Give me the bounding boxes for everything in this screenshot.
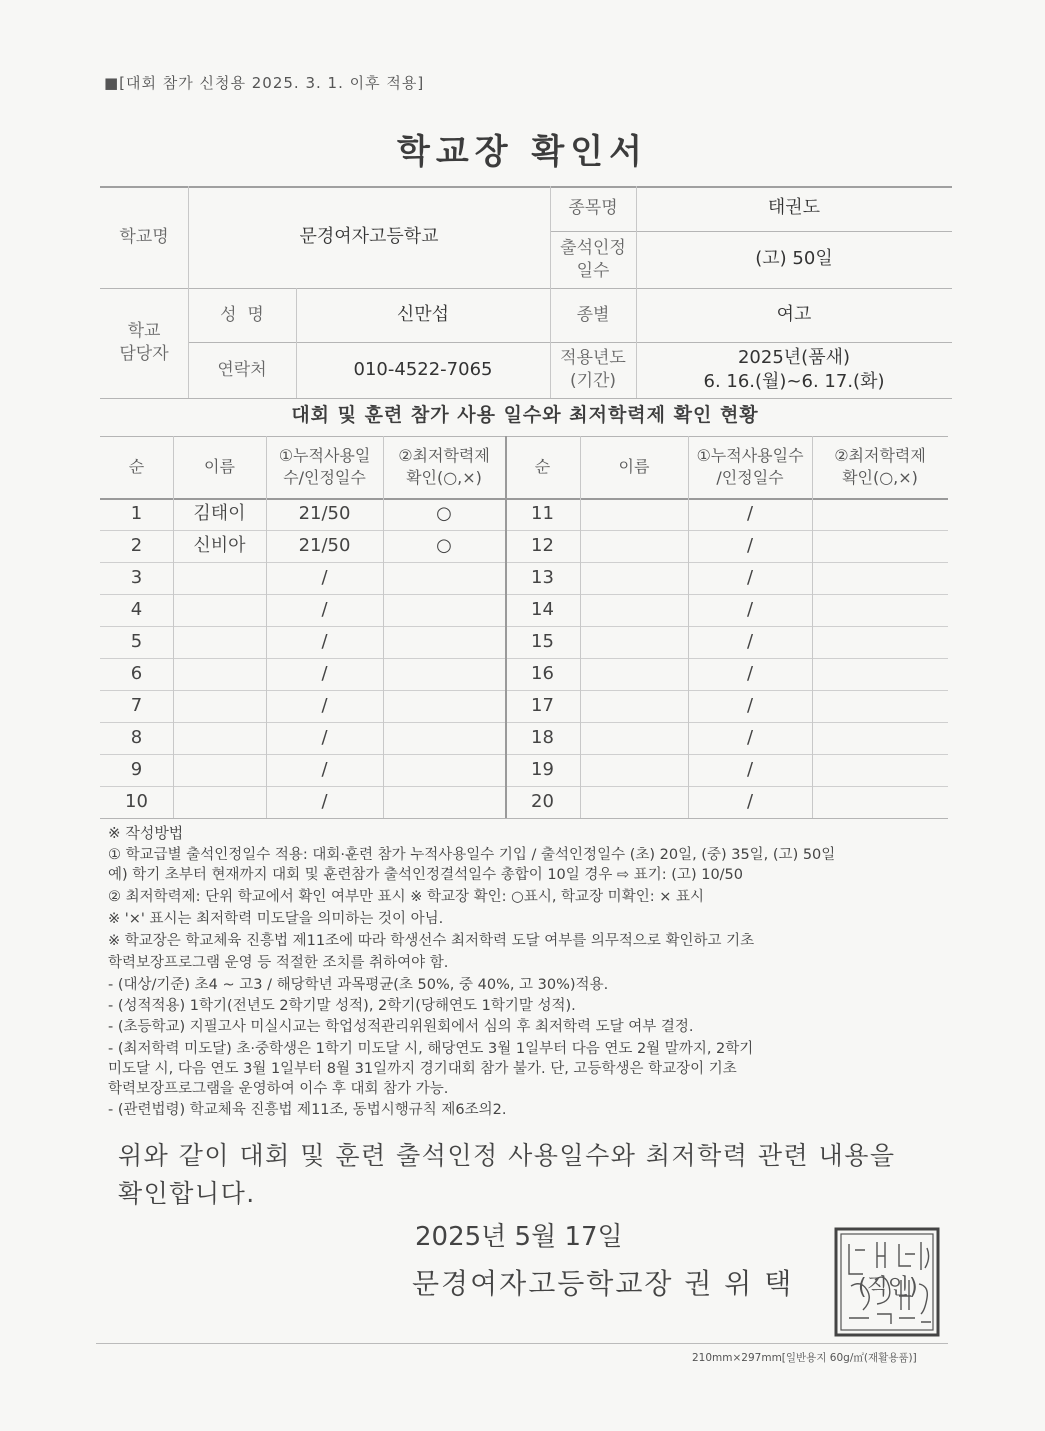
row-days: / <box>321 566 328 588</box>
instruction-line: 예) 학기 초부터 현재까지 대회 및 훈련참가 출석인정결석일수 총합이 10일 경우 ⇨ 표기: (고) 10/50 <box>108 867 744 883</box>
row-seq: 3 <box>130 566 143 588</box>
attend-label: 출석인정 일수 <box>560 237 626 281</box>
row-min-check <box>383 562 505 594</box>
row-seq: 6 <box>130 662 143 684</box>
header-name: 이름 <box>204 457 235 477</box>
sport-label: 종목명 <box>568 198 618 219</box>
instruction-line: ※ 학교장은 학교체육 진흥법 제11조에 따라 학생선수 최저학력 도달 여부를 의무적으로 확인하고 기초 <box>108 933 755 949</box>
row-name <box>173 690 266 722</box>
row-days-2: / <box>746 662 754 684</box>
row-days-2: / <box>746 694 754 716</box>
row-name <box>173 722 266 754</box>
row-seq-2: 19 <box>531 758 554 780</box>
instruction-line: 미도달 시, 다음 연도 3월 1일부터 8월 31일까지 경기대회 참가 불가. 단, 고등학생은 학교장이 기초 <box>108 1061 737 1077</box>
row-name-2 <box>580 786 688 818</box>
school-label: 학교명 <box>119 226 169 247</box>
instruction-line: 학력보장프로그램을 운영하여 이수 후 대회 참가 가능. <box>108 1081 449 1097</box>
row-days: / <box>321 694 328 716</box>
row-name <box>173 658 266 690</box>
row-seq: 5 <box>130 630 143 652</box>
year-value-line1: 2025년(품새) <box>737 346 851 368</box>
attend-value: (고) 50일 <box>755 248 833 270</box>
row-name-2 <box>580 690 688 722</box>
year-value <box>636 342 952 398</box>
row-min-check <box>383 594 505 626</box>
confirm-line-2: 확인합니다. <box>118 1179 256 1208</box>
row-seq: 10 <box>125 790 148 812</box>
name-label: 성 명 <box>220 304 264 325</box>
row-days: / <box>321 726 328 748</box>
row-days-2: / <box>746 758 754 780</box>
row-min-check-2 <box>812 690 948 722</box>
row-min-check-2 <box>812 658 948 690</box>
row-days-2: / <box>746 790 754 812</box>
row-seq-2: 11 <box>531 502 554 524</box>
header-seq: 순 <box>128 457 145 477</box>
principal-name: 문경여자고등학교장 권 위 택 <box>412 1267 794 1300</box>
row-days: / <box>321 758 328 780</box>
row-days-2: / <box>746 726 754 748</box>
row-seq: 7 <box>130 694 143 716</box>
footnote: 210mm×297mm[일반용지 60g/㎡(재활용품)] <box>692 1352 917 1364</box>
row-min-check-2 <box>812 786 948 818</box>
row-name <box>173 562 266 594</box>
row-min-check: ○ <box>436 502 452 524</box>
row-name-2 <box>580 530 688 562</box>
instruction-line: ① 학교급별 출석인정일수 적용: 대회·훈련 참가 누적사용일수 기입 / 출석인정일수 (초) 20일, (중) 35일, (고) 50일 <box>108 847 836 863</box>
row-seq-2: 20 <box>531 790 554 812</box>
row-min-check <box>383 658 505 690</box>
row-seq-2: 17 <box>531 694 554 716</box>
row-days-2: / <box>746 502 754 524</box>
row-name-2 <box>580 498 688 530</box>
contact-label: 연락처 <box>217 359 267 380</box>
row-name-2 <box>580 594 688 626</box>
year-value-line2: 6. 16.(월)~6. 17.(화) <box>703 371 885 392</box>
row-min-check-2 <box>812 562 948 594</box>
row-days-2: / <box>746 534 754 556</box>
row-name-2 <box>580 754 688 786</box>
row-name <box>173 754 266 786</box>
instruction-line: - (최저학력 미도달) 초·중학생은 1학기 미도달 시, 해당연도 3월 1일부터 다음 연도 2월 말까지, 2학기 <box>108 1041 754 1057</box>
row-days: 21/50 <box>298 534 351 556</box>
row-days: / <box>321 662 328 684</box>
instruction-line: ② 최저학력제: 단위 학교에서 확인 여부만 표시 ※ 학교장 확인: ○표시, 학교장 미확인: × 표시 <box>108 889 704 905</box>
row-seq: 4 <box>130 598 143 620</box>
row-seq: 8 <box>130 726 143 748</box>
row-seq-2: 13 <box>531 566 554 588</box>
gender-value: 여고 <box>776 303 812 325</box>
gender-label: 종별 <box>576 304 610 325</box>
row-min-check <box>383 722 505 754</box>
row-seq-2: 16 <box>531 662 554 684</box>
row-min-check-2 <box>812 530 948 562</box>
issue-date: 2025년 5월 17일 <box>415 1222 623 1252</box>
row-days: 21/50 <box>298 502 351 524</box>
instruction-line: ※ '×' 표시는 최저학력 미도달을 의미하는 것이 아님. <box>108 911 444 927</box>
row-seq: 2 <box>130 534 143 556</box>
instructions-heading: ※ 작성방법 <box>108 824 184 842</box>
row-seq-2: 14 <box>531 598 554 620</box>
row-seq-2: 12 <box>531 534 554 556</box>
year-label: 적용년도 (기간) <box>560 348 626 391</box>
row-min-check-2 <box>812 498 948 530</box>
row-min-check <box>383 690 505 722</box>
header-seq-2: 순 <box>534 457 551 477</box>
row-min-check-2 <box>812 626 948 658</box>
instruction-line: - (성적적용) 1학기(전년도 2학기말 성적), 2학기(당해연도 1학기말 성적). <box>108 998 576 1014</box>
row-min-check <box>383 754 505 786</box>
school-value: 문경여자고등학교 <box>299 225 439 247</box>
row-name: 신비아 <box>193 534 246 556</box>
row-days-2: / <box>746 566 754 588</box>
row-seq-2: 18 <box>531 726 554 748</box>
row-name-2 <box>580 626 688 658</box>
top-note: ■[대회 참가 신청용 2025. 3. 1. 이후 적용] <box>104 74 425 92</box>
row-name <box>173 786 266 818</box>
header-days: ①누적사용일 수/인정일수 <box>278 446 371 487</box>
instruction-line: - (초등학교) 지필고사 미실시교는 학업성적관리위원회에서 심의 후 최저학력 도달 여부 결정. <box>108 1019 694 1035</box>
row-days-2: / <box>746 598 754 620</box>
row-seq: 1 <box>130 502 143 524</box>
contact-value: 010-4522-7065 <box>353 358 493 380</box>
row-min-check-2 <box>812 722 948 754</box>
header-days-2: ①누적사용일수 /인정일수 <box>696 446 804 487</box>
row-min-check <box>383 786 505 818</box>
manager-label: 학교 담당자 <box>119 321 169 364</box>
row-name-2 <box>580 722 688 754</box>
instruction-line: 학력보장프로그램 운영 등 적절한 조치를 취하여야 함. <box>108 955 449 971</box>
row-days: / <box>321 790 328 812</box>
instruction-line: - (관련법령) 학교체육 진흥법 제11조, 동법시행규칙 제6조의2. <box>108 1102 507 1118</box>
sport-value: 태권도 <box>767 197 821 219</box>
row-name: 김태이 <box>193 502 246 524</box>
row-seq-2: 15 <box>531 630 554 652</box>
row-name <box>173 626 266 658</box>
confirm-line-1: 위와 같이 대회 및 훈련 출석인정 사용일수와 최저학력 관련 내용을 <box>118 1141 896 1170</box>
seal-label: (직인) <box>858 1275 918 1300</box>
row-name-2 <box>580 658 688 690</box>
row-min-check-2 <box>812 594 948 626</box>
section-title: 대회 및 훈련 참가 사용 일수와 최저학력제 확인 현황 <box>291 404 759 426</box>
row-days: / <box>321 630 328 652</box>
header-min: ②최저학력제 확인(○,×) <box>398 446 490 487</box>
row-min-check: ○ <box>436 534 452 556</box>
row-min-check <box>383 626 505 658</box>
row-seq: 9 <box>130 758 143 780</box>
row-name <box>173 594 266 626</box>
instruction-line: - (대상/기준) 초4 ~ 고3 / 해당학년 과목평균(초 50%, 중 40%, 고 30%)적용. <box>108 977 609 993</box>
page-title: 학교장 확인서 <box>397 132 648 172</box>
header-min-2: ②최저학력제 확인(○,×) <box>834 446 926 487</box>
row-days-2: / <box>746 630 754 652</box>
row-min-check-2 <box>812 754 948 786</box>
header-name-2: 이름 <box>618 457 650 477</box>
name-value: 신만섭 <box>396 303 450 325</box>
row-days: / <box>321 598 328 620</box>
row-name-2 <box>580 562 688 594</box>
